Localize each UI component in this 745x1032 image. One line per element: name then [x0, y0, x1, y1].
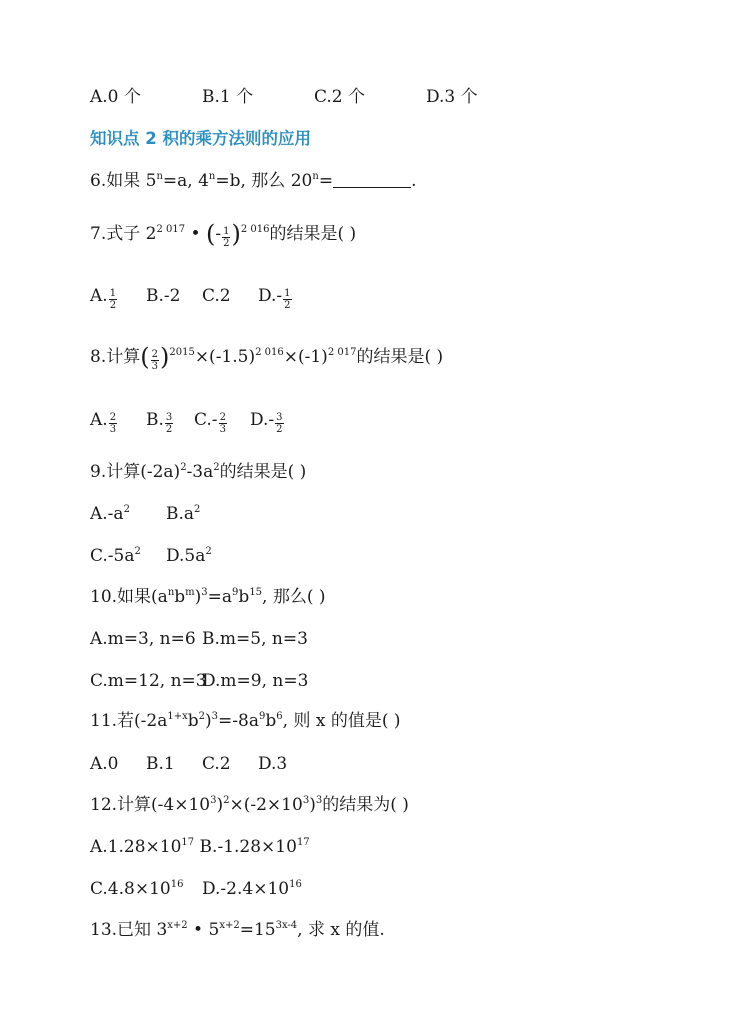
q10-text: 10.如果(a: [90, 587, 168, 607]
fraction: $\frac{1}{2}$: [223, 226, 230, 249]
q7-text: •: [185, 224, 206, 244]
q12-exp: 2: [223, 795, 230, 806]
q8-exp: 2 017: [327, 347, 357, 358]
q13-exp: x+2: [167, 920, 188, 931]
q8-exp: 2 016: [255, 347, 284, 358]
question-13: [90, 919, 385, 941]
q7-text: 的结果是( ): [269, 224, 357, 244]
q7-text: 7.式子 2: [90, 224, 157, 244]
q12-option-a: $A.1.28\times 10^{17}$: [90, 837, 195, 857]
q10-options-row-1: [90, 628, 308, 650]
q9-text: 的结果是( ): [219, 462, 307, 482]
q11-option-a: A.0: [90, 754, 119, 774]
q7-option-d: D.- $\frac{1}{2}$: [258, 286, 291, 311]
q10-option-d: D.m=9, n=3: [202, 671, 309, 691]
q10-exp: 15: [249, 587, 263, 598]
q6-text: 6.如果 5: [90, 171, 157, 191]
q8-option-a: A. $\frac{2}{3}$: [90, 410, 117, 435]
q9-text: -3a: [186, 462, 214, 482]
q12-exp: 3: [315, 795, 323, 806]
q12-text: 的结果为( ): [322, 795, 409, 815]
q7-option-c: C.2: [202, 286, 231, 306]
q5-option-d: D.3 个: [426, 87, 478, 107]
q13-text: 13.已知 3: [90, 920, 168, 940]
question-11: [90, 710, 401, 732]
question-7: [90, 220, 357, 249]
q11-text: =-8a: [218, 711, 259, 731]
q12-option-d: $D.-2.4\times 10^{16}$: [202, 879, 302, 899]
q10-text: ): [194, 587, 202, 607]
q12-text: ×(-2×10: [229, 795, 303, 815]
section-heading: 知识点 2 积的乘方法则的应用: [90, 129, 311, 148]
q11-text: b: [187, 711, 199, 731]
q9-exp: 2: [180, 462, 187, 473]
right-paren: ): [231, 220, 241, 248]
q7-options: [90, 285, 293, 311]
q11-exp: 3: [211, 711, 219, 722]
q8-options: [90, 409, 285, 435]
question-12: [90, 794, 409, 816]
q7-option-a: A. $\frac{1}{2}$: [90, 286, 117, 311]
q6-exp: n: [156, 171, 163, 182]
q9-option-a: $A.-a^2$: [90, 504, 130, 524]
q6-exp: n: [208, 171, 216, 182]
q11-option-b: B.1: [146, 754, 175, 774]
q7-exp: 2 016: [240, 224, 270, 235]
q9-exp: 2: [213, 462, 220, 473]
q8-exp: 2015: [169, 347, 195, 358]
left-paren: (: [140, 343, 150, 371]
q5-option-a: A.0 个: [90, 87, 141, 107]
q10-exp: m: [185, 587, 195, 598]
q6-text: =: [318, 171, 334, 191]
q13-text: , 求 x 的值.: [297, 920, 385, 940]
q11-exp: 6: [276, 711, 283, 722]
q11-text: b: [265, 711, 277, 731]
q6-text: =a, 4: [162, 171, 209, 191]
q5-options: [90, 86, 478, 108]
q10-exp: n: [167, 587, 175, 598]
q13-exp: x+2: [219, 920, 240, 931]
q12-text: 12.计算(-4×10: [90, 795, 211, 815]
q10-option-b: B.m=5, n=3: [202, 629, 308, 649]
q7-text: -: [215, 224, 222, 244]
q5-option-b: B.1 个: [202, 87, 254, 107]
q13-exp: 3x-4: [275, 920, 298, 931]
q10-exp: 3: [201, 587, 208, 598]
q8-option-d: D.- $\frac{3}{2}$: [250, 410, 283, 435]
q12-text: ): [309, 795, 316, 815]
q12-exp: 3: [210, 795, 217, 806]
q9-options-row-2: [90, 545, 212, 567]
q9-option-d: $D.5a^2$: [166, 546, 212, 566]
question-6: [90, 170, 416, 192]
question-9: [90, 461, 306, 483]
right-paren: ): [159, 343, 170, 371]
q11-text: , 则 x 的值是( ): [282, 711, 401, 731]
q10-option-a: A.m=3, n=6: [90, 629, 196, 649]
q12-option-b: $B.-1.28\times 10^{17}$: [194, 837, 310, 857]
q6-exp: n: [312, 171, 319, 182]
q12-exp: 3: [302, 795, 310, 806]
fraction: $\frac{2}{3}$: [151, 349, 158, 372]
q11-text: ): [205, 711, 212, 731]
question-8: [90, 343, 444, 372]
q11-text: 11.若(-2a: [90, 711, 168, 731]
q12-text: ): [216, 795, 224, 815]
q10-options-row-2: [90, 670, 308, 692]
q8-text: 8.计算: [90, 347, 141, 367]
answer-blank: [333, 173, 411, 188]
q8-text: ×(-1): [283, 347, 328, 367]
q5-option-c: C.2 个: [314, 87, 366, 107]
q12-option-c: $C.4.8\times 10^{16}$: [90, 879, 184, 899]
q8-option-c: C.- $\frac{2}{3}$: [194, 410, 226, 435]
q13-text: • 5: [187, 920, 220, 940]
q8-text: 的结果是( ): [356, 347, 444, 367]
left-paren: (: [205, 220, 216, 248]
q6-text: .: [411, 171, 417, 191]
q7-option-b: B.-2: [146, 286, 181, 306]
q12-options-row-1: [90, 836, 310, 858]
question-10: [90, 586, 326, 608]
q9-text: 9.计算(-2a): [90, 462, 181, 482]
q11-exp: 2: [198, 711, 206, 722]
q9-options-row-1: [90, 503, 200, 525]
q10-option-c: C.m=12, n=3: [90, 671, 207, 691]
q13-text: =15: [239, 920, 276, 940]
q8-text: ×(-1.5): [194, 347, 256, 367]
q10-text: , 那么( ): [262, 587, 326, 607]
q9-option-c: $C.-5a^2$: [90, 546, 141, 566]
q7-exp: 2 017: [156, 224, 186, 235]
q11-option-d: D.3: [258, 754, 288, 774]
q11-exp: 9: [259, 711, 266, 722]
q9-option-b: $B.a^2$: [166, 504, 201, 524]
q8-option-b: B. $\frac{3}{2}$: [146, 410, 173, 435]
q6-text: =b, 那么 20: [215, 171, 313, 191]
q12-options-row-2: [90, 878, 302, 900]
q10-text: b: [174, 587, 186, 607]
q10-text: b: [238, 587, 250, 607]
q11-options: [90, 753, 287, 775]
q10-text: =a: [207, 587, 233, 607]
q11-exp: 1+x: [167, 711, 188, 722]
q11-option-c: C.2: [202, 754, 231, 774]
q10-exp: 9: [232, 587, 239, 598]
